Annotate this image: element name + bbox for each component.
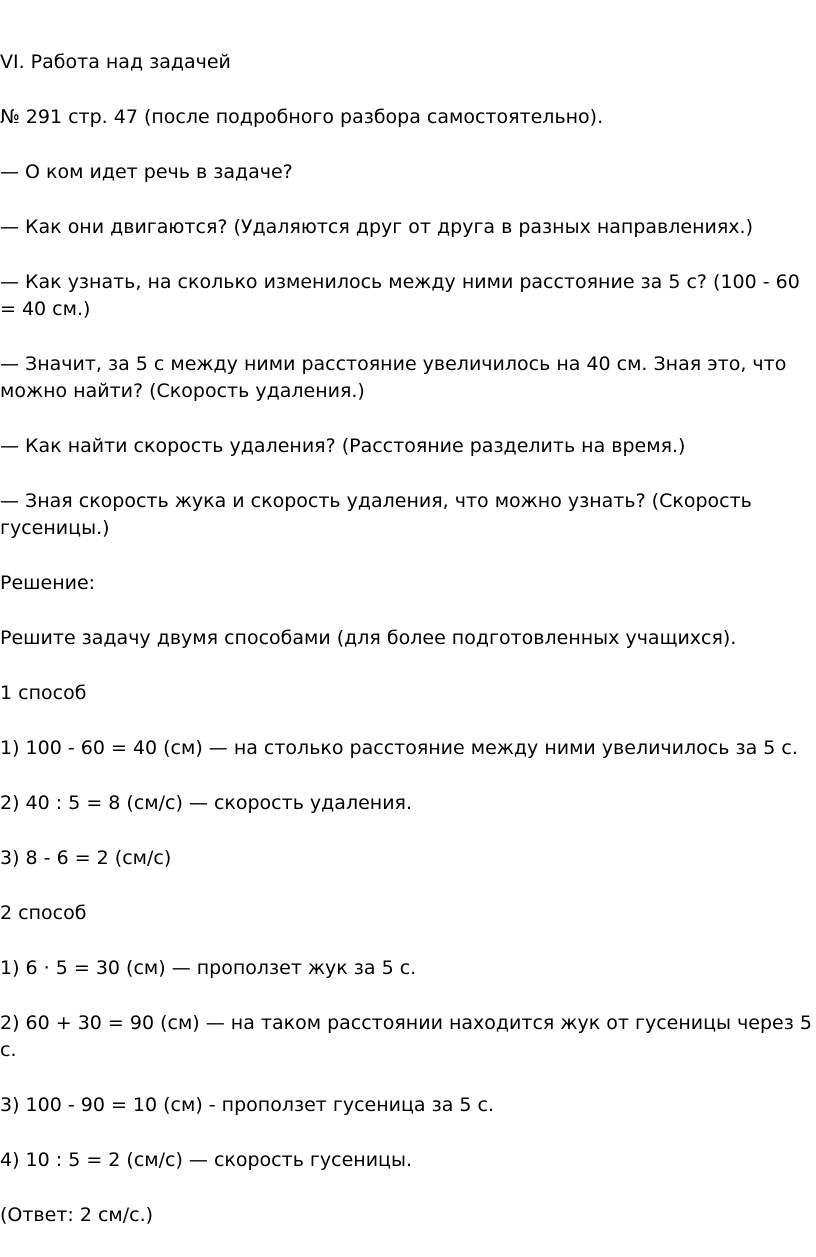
question-4: — Значит, за 5 с между ними расстояние увеличилось на 40 см. Зная это, что можно найти? (Скорость удаления.): [0, 353, 787, 402]
method-1-heading: 1 способ: [0, 682, 87, 704]
method-2-step-3: 3) 100 - 90 = 10 (см) - проползет гусеница за 5 с.: [0, 1094, 495, 1116]
document-body: [0, 49, 812, 1257]
section-heading: VI. Работа над задачей: [0, 51, 231, 73]
method-2-step-4: 4) 10 : 5 = 2 (см/с) — скорость гусеницы.: [0, 1149, 413, 1171]
task-reference: № 291 стр. 47 (после подробного разбора самостоятельно).: [0, 106, 604, 128]
question-6: — Зная скорость жука и скорость удаления, что можно узнать? (Скорость гусеницы.): [0, 490, 752, 539]
question-3: — Как узнать, на сколько изменилось между ними расстояние за 5 с? (100 - 60 = 40 см.): [0, 271, 800, 320]
question-1: — О ком идет речь в задаче?: [0, 161, 293, 183]
question-2: — Как они двигаются? (Удаляются друг от друга в разных направлениях.): [0, 216, 753, 238]
question-5: — Как найти скорость удаления? (Расстояние разделить на время.): [0, 435, 686, 457]
method-2-step-1: 1) 6 · 5 = 30 (см) — проползет жук за 5 с.: [0, 957, 417, 979]
method-1-step-3: 3) 8 - 6 = 2 (см/с): [0, 847, 172, 869]
answer: (Ответ: 2 см/с.): [0, 1204, 154, 1226]
method-2-heading: 2 способ: [0, 902, 87, 924]
solution-instruction: Решите задачу двумя способами (для более подготовленных учащихся).: [0, 627, 737, 649]
method-1-step-2: 2) 40 : 5 = 8 (см/с) — скорость удаления.: [0, 792, 413, 814]
method-1-step-1: 1) 100 - 60 = 40 (см) — на столько расстояние между ними увеличилось за 5 с.: [0, 737, 798, 759]
method-2-step-2: 2) 60 + 30 = 90 (см) — на таком расстоянии находится жук от гусеницы через 5 с.: [0, 1012, 812, 1061]
solution-heading: Решение:: [0, 572, 96, 594]
